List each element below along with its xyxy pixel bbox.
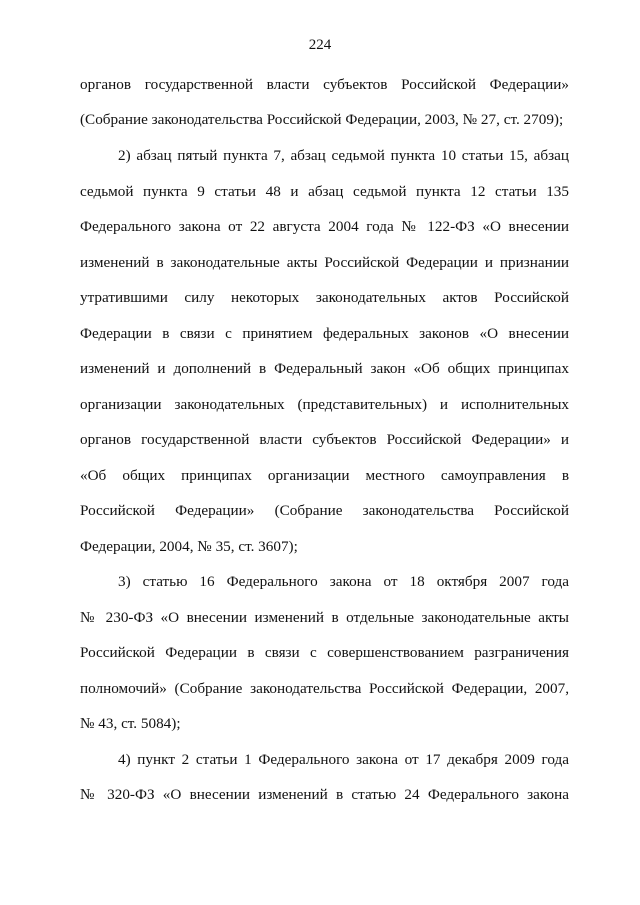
text-line: утратившими силу некоторых законодательных актов Российской — [80, 289, 569, 306]
text-line: органов государственной власти субъектов Российской Федерации» и — [80, 431, 569, 448]
text-line: изменений в законодательные акты Российской Федерации и признании — [80, 254, 569, 271]
paragraph-start-line: 3) статью 16 Федерального закона от 18 октября 2007 года — [118, 573, 569, 590]
text-line: Российской Федерации в связи с совершенствованием разграничения — [80, 644, 569, 661]
text-line: Федерального закона от 22 августа 2004 года № 122-ФЗ «О внесении — [80, 218, 569, 235]
text-line: органов государственной власти субъектов Российской Федерации» — [80, 76, 569, 93]
paragraph-start-line: 4) пункт 2 статьи 1 Федерального закона от 17 декабря 2009 года — [118, 751, 569, 768]
text-line: организации законодательных (представительных) и исполнительных — [80, 396, 569, 413]
text-line: Российской Федерации» (Собрание законодательства Российской — [80, 502, 569, 519]
text-line: № 43, ст. 5084); — [80, 715, 181, 732]
text-line: (Собрание законодательства Российской Федерации, 2003, № 27, ст. 2709); — [80, 111, 564, 128]
text-line: «Об общих принципах организации местного самоуправления в — [80, 467, 569, 484]
text-line: № 320-ФЗ «О внесении изменений в статью 24 Федерального закона — [80, 786, 569, 803]
page-number: 224 — [308, 37, 332, 53]
text-line: полномочий» (Собрание законодательства Российской Федерации, 2007, — [80, 680, 569, 697]
paragraph-start-line: 2) абзац пятый пункта 7, абзац седьмой пункта 10 статьи 15, абзац — [118, 147, 569, 164]
text-line: Федерации в связи с принятием федеральных законов «О внесении — [80, 325, 569, 342]
text-line: № 230-ФЗ «О внесении изменений в отдельные законодательные акты — [80, 609, 569, 626]
text-line: Федерации, 2004, № 35, ст. 3607); — [80, 538, 298, 555]
text-line: седьмой пункта 9 статьи 48 и абзац седьмой пункта 12 статьи 135 — [80, 183, 569, 200]
text-line: изменений и дополнений в Федеральный закон «Об общих принципах — [80, 360, 569, 377]
